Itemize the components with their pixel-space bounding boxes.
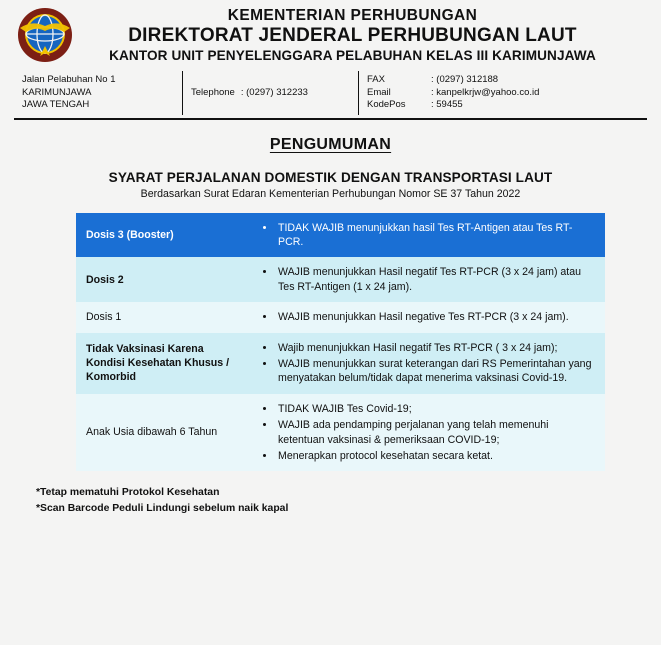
contact-bar <box>14 71 647 115</box>
telephone-value: : (0297) 312233 <box>240 86 308 98</box>
contact-values <box>431 74 639 112</box>
row-label: Anak Usia dibawah 6 Tahun <box>76 394 252 472</box>
row-content <box>252 257 605 302</box>
email-label: Email <box>367 86 391 98</box>
footnote-2: *Scan Barcode Peduli Lindungi sebelum naik kapal <box>36 503 289 515</box>
row-label: Dosis 1 <box>76 302 252 332</box>
document-subject: SYARAT PERJALANAN DOMESTIK DENGAN TRANSPORTASI LAUT <box>108 169 553 185</box>
table-row <box>76 213 605 258</box>
telephone-block <box>182 71 358 115</box>
row-content <box>252 213 605 258</box>
page-title: PENGUMUMAN <box>269 135 392 153</box>
document-header <box>14 0 647 66</box>
row-content <box>252 394 605 472</box>
list-item: • TIDAK WAJIB Tes Covid-19; <box>276 402 595 416</box>
kodepos-label: KodePos <box>367 99 406 111</box>
table-row <box>76 394 605 472</box>
fax-email-block <box>358 71 647 115</box>
table-row <box>76 257 605 302</box>
footnote-1: *Tetap mematuhi Protokol Kesehatan <box>36 487 220 499</box>
requirement-list <box>262 402 595 464</box>
list-item: • Wajib menunjukkan Hasil negatif Tes RT-PCR ( 3 x 24 jam); <box>276 341 595 355</box>
list-item: • TIDAK WAJIB menunjukkan hasil Tes RT-Antigen atau Tes RT-PCR. <box>276 221 595 250</box>
list-item: • Menerapkan protocol kesehatan secara ketat. <box>276 449 595 463</box>
address-line-1: Jalan Pelabuhan No 1 <box>22 74 116 85</box>
footnotes <box>36 485 647 516</box>
contact-labels <box>367 74 431 112</box>
header-text-block <box>80 7 647 64</box>
header-divider <box>14 118 647 120</box>
list-item: • WAJIB menunjukkan Hasil negatif Tes RT-PCR (3 x 24 jam) atau Tes RT-Antigen (1 x 24 jam). <box>276 265 595 294</box>
office-name: KANTOR UNIT PENYELENGGARA PELABUHAN KELAS III KARIMUNJAWA <box>109 48 596 64</box>
requirement-list <box>262 221 595 250</box>
requirement-list <box>262 341 595 386</box>
office-address <box>14 71 182 115</box>
table-row <box>76 302 605 332</box>
requirement-list <box>262 310 595 324</box>
fax-label: FAX <box>367 74 385 85</box>
ministry-name: KEMENTERIAN PERHUBUNGAN <box>227 6 478 24</box>
address-line-3: JAWA TENGAH <box>22 99 90 111</box>
table-row <box>76 333 605 394</box>
row-content <box>252 302 605 332</box>
address-line-2: KARIMUNJAWA <box>22 86 92 98</box>
list-item: • WAJIB menunjukkan Hasil negative Tes RT-PCR (3 x 24 jam). <box>276 310 595 324</box>
requirement-list <box>262 265 595 294</box>
row-label: Dosis 3 (Booster) <box>76 213 252 258</box>
row-label: Dosis 2 <box>76 257 252 302</box>
fax-value: : (0297) 312188 <box>431 74 499 85</box>
list-item: • WAJIB ada pendamping perjalanan yang telah memenuhi ketentuan vaksinasi & pemeriksaan COVID-19; <box>276 418 595 447</box>
directorate-name: DIREKTORAT JENDERAL PERHUBUNGAN LAUT <box>128 24 577 46</box>
telephone-label: Telephone <box>191 86 235 98</box>
garuda-globe-icon <box>16 6 74 64</box>
row-label: Tidak Vaksinasi Karena Kondisi Kesehatan Khusus / Komorbid <box>76 333 252 394</box>
kodepos-value: : 59455 <box>431 99 463 111</box>
document-reference: Berdasarkan Surat Edaran Kementerian Perhubungan Nomor SE 37 Tahun 2022 <box>140 187 521 200</box>
row-content <box>252 333 605 394</box>
list-item: • WAJIB menunjukkan surat keterangan dari RS Pemerintahan yang menyatakan belum/tidak dapat menerima vaksinasi Covid-19. <box>276 357 595 386</box>
requirements-table <box>76 213 605 472</box>
email-value: : kanpelkrjw@yahoo.co.id <box>431 86 540 98</box>
